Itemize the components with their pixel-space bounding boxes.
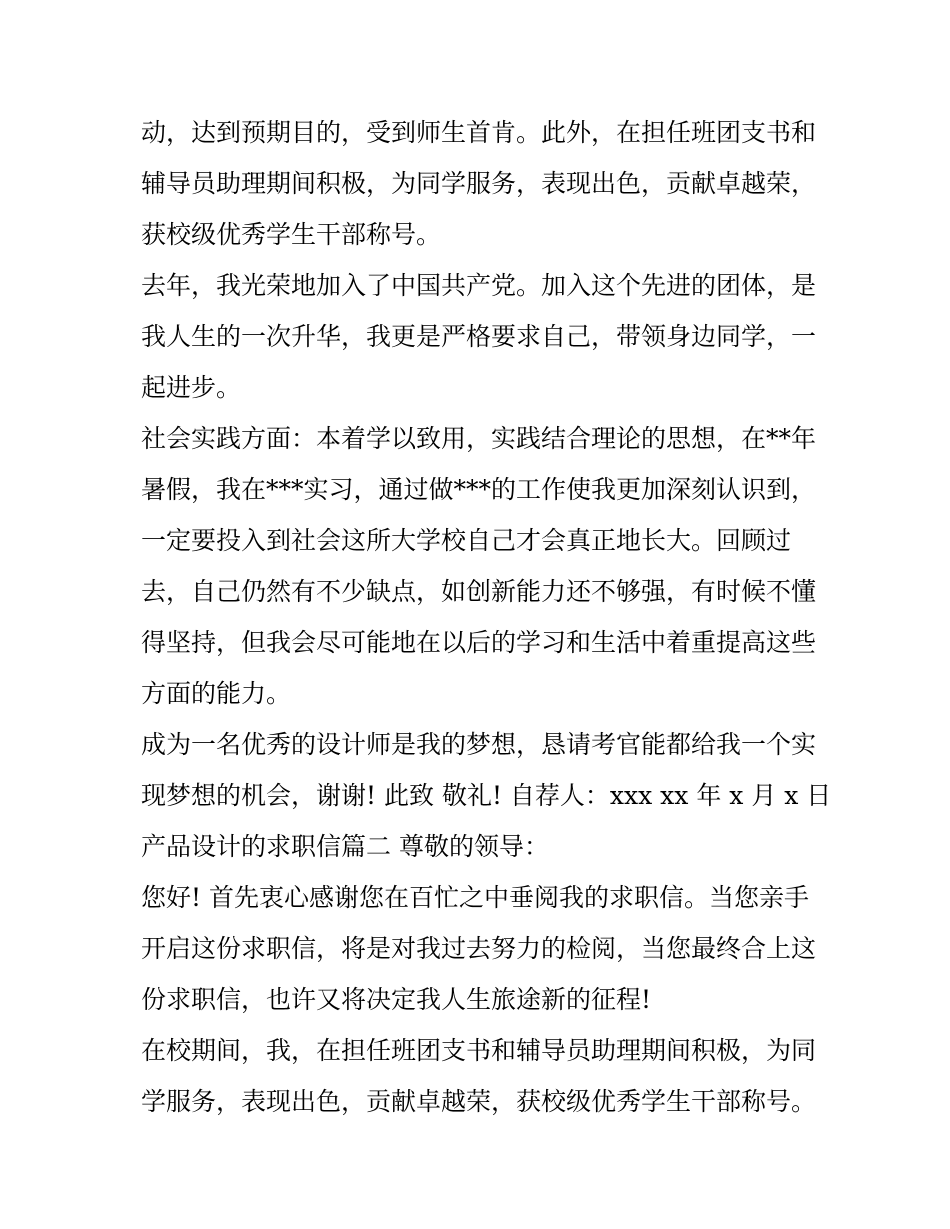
text-line: 暑假，我在***实习，通过做***的工作使我更加深刻认识到，: [141, 475, 817, 504]
text-line: 一定要投入到社会这所大学校自己才会真正地长大。回顾过: [141, 526, 792, 555]
text-line: 份求职信，也许又将决定我人生旅途新的征程!: [141, 985, 652, 1014]
text-line: 我人生的一次升华，我更是严格要求自己，带领身边同学，一: [141, 322, 817, 351]
text-line: 去，自己仍然有不少缺点，如创新能力还不够强，有时候不懂: [141, 577, 817, 606]
text-line: 产品设计的求职信篇二 尊敬的领导：: [141, 832, 549, 861]
text-line: 在校期间，我，在担任班团支书和辅导员助理期间积极，为同: [141, 1036, 817, 1065]
text-line: 动，达到预期目的，受到师生首肯。此外，在担任班团支书和: [141, 118, 817, 147]
text-line: 成为一名优秀的设计师是我的梦想，恳请考官能都给我一个实: [141, 730, 817, 759]
text-line: 去年，我光荣地加入了中国共产党。加入这个先进的团体，是: [141, 271, 817, 300]
text-line: 您好! 首先衷心感谢您在百忙之中垂阅我的求职信。当您亲手: [141, 883, 809, 912]
text-line: 得坚持，但我会尽可能地在以后的学习和生活中着重提高这些: [141, 628, 817, 657]
text-line: 开启这份求职信，将是对我过去努力的检阅，当您最终合上这: [141, 934, 817, 963]
text-line: 方面的能力。: [141, 679, 292, 708]
text-line: 学服务，表现出色，贡献卓越荣，获校级优秀学生干部称号。: [141, 1087, 817, 1116]
text-line: 现梦想的机会，谢谢! 此致 敬礼! 自荐人：xxx xx 年 x 月 x 日: [141, 781, 832, 810]
text-line: 起进步。: [141, 373, 242, 402]
text-line: 辅导员助理期间积极，为同学服务，表现出色，贡献卓越荣，: [141, 169, 817, 198]
text-line: 社会实践方面：本着学以致用，实践结合理论的思想，在**年: [141, 424, 817, 453]
document-body: [141, 107, 832, 1127]
text-line: 获校级优秀学生干部称号。: [141, 220, 442, 249]
